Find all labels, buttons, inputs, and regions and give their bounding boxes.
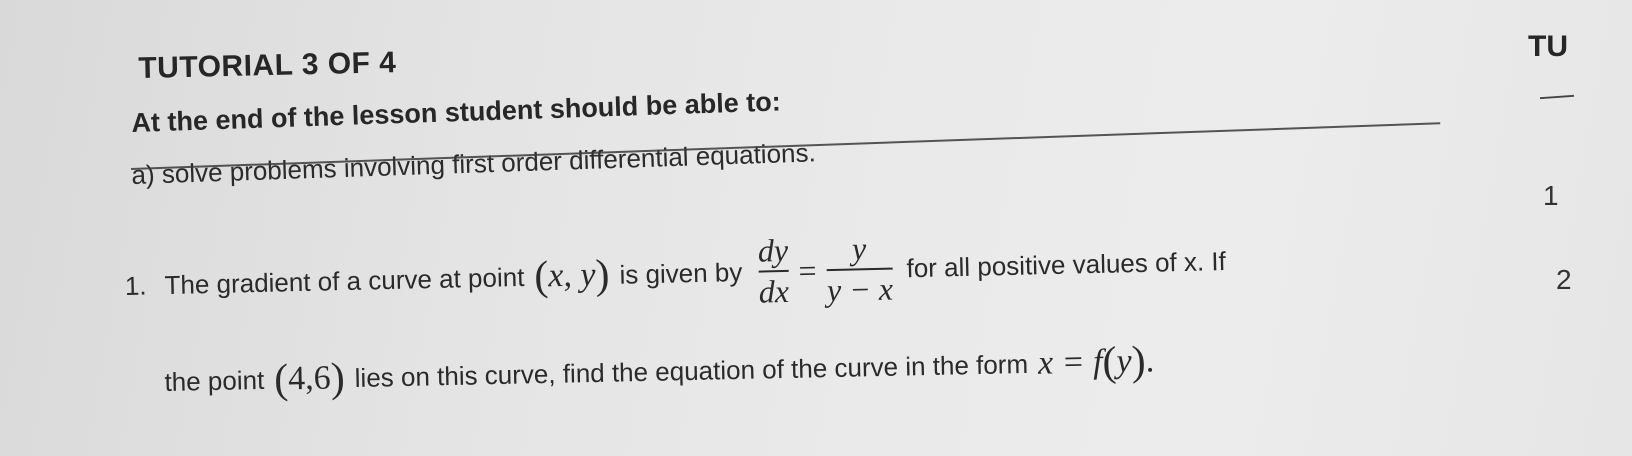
tutorial-heading: TUTORIAL 3 OF 4 xyxy=(138,46,397,85)
point-46: 4,6 xyxy=(287,359,332,398)
question-text: lies on this curve, find the equation of the curve in the form xyxy=(354,348,1029,393)
form-expression: x = f xyxy=(1037,343,1103,382)
paren-open: ( xyxy=(1102,339,1118,386)
paren-close: ) xyxy=(1131,338,1147,385)
question-1-line-2 xyxy=(164,337,1155,406)
paren-close: ) xyxy=(330,355,346,402)
paren-close: ) xyxy=(594,252,611,299)
fraction-numerator: dy xyxy=(757,231,789,269)
question-number: 1. xyxy=(124,270,147,301)
form-period: . xyxy=(1145,342,1155,380)
next-page-divider-fragment xyxy=(1540,95,1574,99)
equals-sign: = xyxy=(798,251,817,289)
fraction-denominator: y − x xyxy=(826,270,894,309)
question-text: the point xyxy=(164,364,265,397)
derivative-fraction xyxy=(757,233,789,310)
point-xy: x, y xyxy=(547,256,596,295)
question-text: is given by xyxy=(619,256,743,290)
paren-open: ( xyxy=(273,356,289,403)
next-page-number-fragment: 2 xyxy=(1556,264,1572,295)
question-1-line-1 xyxy=(124,223,1227,324)
objective-a: a) solve problems involving first order differential equations. xyxy=(131,137,817,190)
rhs-fraction xyxy=(826,231,894,309)
question-text: The gradient of a curve at point xyxy=(164,261,525,300)
next-page-number-fragment: 1 xyxy=(1543,180,1559,211)
fraction-numerator: y xyxy=(851,230,867,267)
objectives-intro: At the end of the lesson student should be able to: xyxy=(131,86,782,138)
fraction-denominator: dx xyxy=(758,273,790,310)
next-page-heading-fragment: TU xyxy=(1528,30,1568,63)
question-text: for all positive values of x. If xyxy=(906,245,1227,283)
form-argument: y xyxy=(1116,342,1132,381)
paren-open: ( xyxy=(533,253,549,300)
